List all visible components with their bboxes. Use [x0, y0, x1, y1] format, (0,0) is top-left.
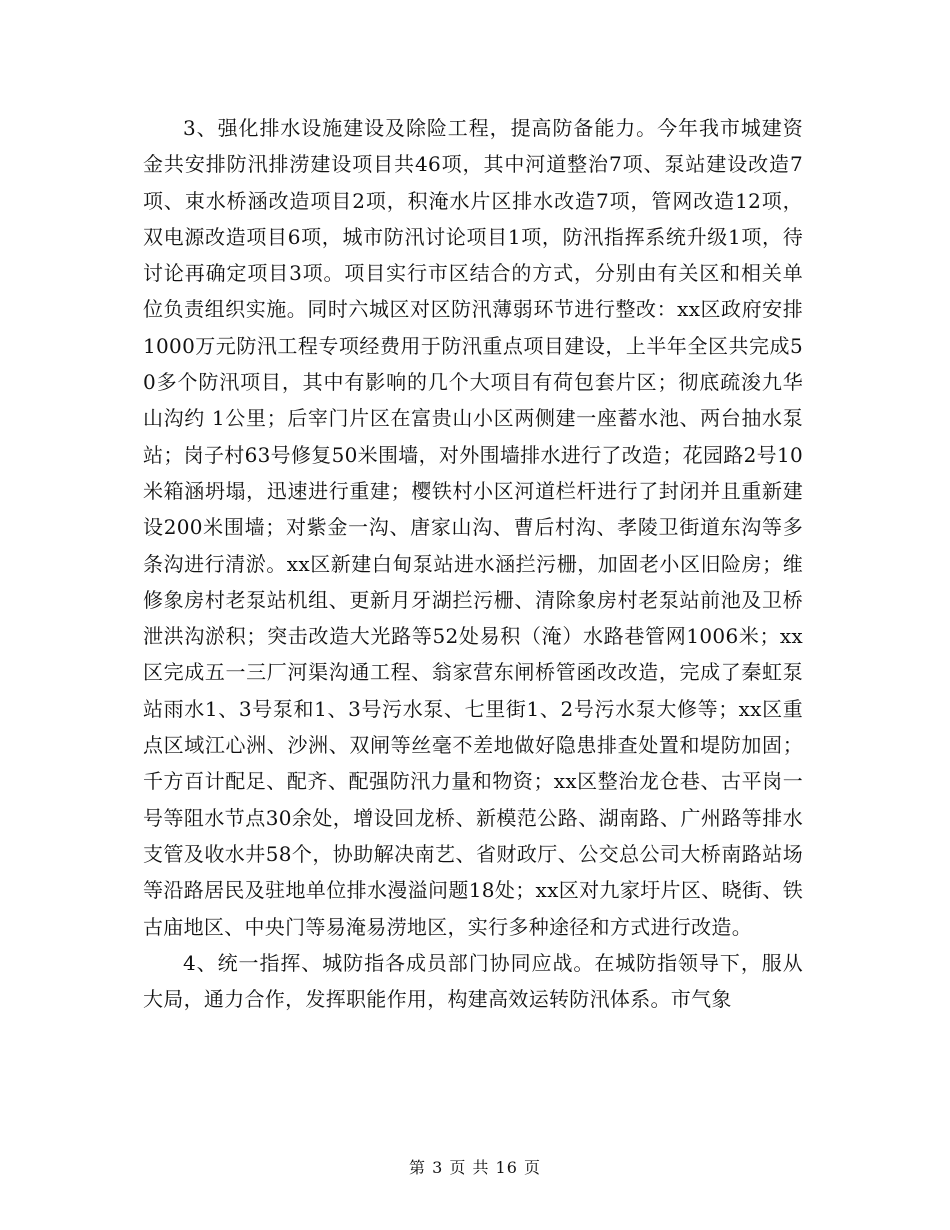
paragraph-unified-command: 4、统一指挥、城防指各成员部门协同应战。在城防指领导下，服从大局，通力合作，发挥职能作用，构建高效运转防汛体系。市气象 [143, 950, 803, 1012]
page-footer: 第 3 页 共 16 页 [409, 1158, 541, 1177]
document-body [143, 110, 803, 1017]
paragraph-drainage-projects: 3、强化排水设施建设及除险工程，提高防备能力。今年我市城建资金共安排防汛排涝建设项目共46项，其中河道整治7项、泵站建设改造7项、束水桥涵改造项目2项，积淹水片区排水改造7项，管网改造12项，双电源改造项目6项，城市防汛讨论项目1项，防汛指挥系统升级1项，待讨论再确定项目3项。项目实行市区结合的方式，分别由有关区和相关单位负责组织实施。同时六城区对区防汛薄弱环节进行整改：xx区政府安排1000万元防汛工程专项经费用于防汛重点项目建设，上半年全区共完成50多个防汛项目，其中有影响的几个大项目有荷包套片区；彻底疏浚九华山沟约 1公里；后宰门片区在富贵山小区两侧建一座蓄水池、两台抽水泵站；岗子村63号修复50米围墙，对外围墙排水进行了改造；花园路2号10米箱涵坍塌，迅速进行重建；樱铁村小区河道栏杆进行了封闭并且重新建设200米围墙；对紫金一沟、唐家山沟、曹后村沟、孝陵卫街道东沟等多条沟进行清淤。xx区新建白甸泵站进水涵拦污栅，加固老小区旧险房；维修象房村老泵站机组、更新月牙湖拦污栅、清除象房村老泵站前池及卫桥泄洪沟淤积；突击改造大光路等52处易积（淹）水路巷管网1006米；xx区完成五一三厂河渠沟通工程、翁家营东闸桥管函改改造，完成了秦虹泵站雨水1、3号泵和1、3号污水泵、七里街1、2号污水泵大修等；xx区重点区域江心洲、沙洲、双闸等丝毫不差地做好隐患排查处置和堤防加固；千方百计配足、配齐、配强防汛力量和物资；xx区整治龙仓巷、古平岗一号等阻水节点30余处，增设回龙桥、新模范公路、湖南路、广州路等排水支管及收水井58个，协助解决南艺、省财政厅、公交总公司大桥南路站场等沿路居民及驻地单位排水漫溢问题18处；xx区对九家圩片区、晓街、铁古庙地区、中央门等易淹易涝地区，实行多种途径和方式进行改造。 [143, 116, 803, 939]
